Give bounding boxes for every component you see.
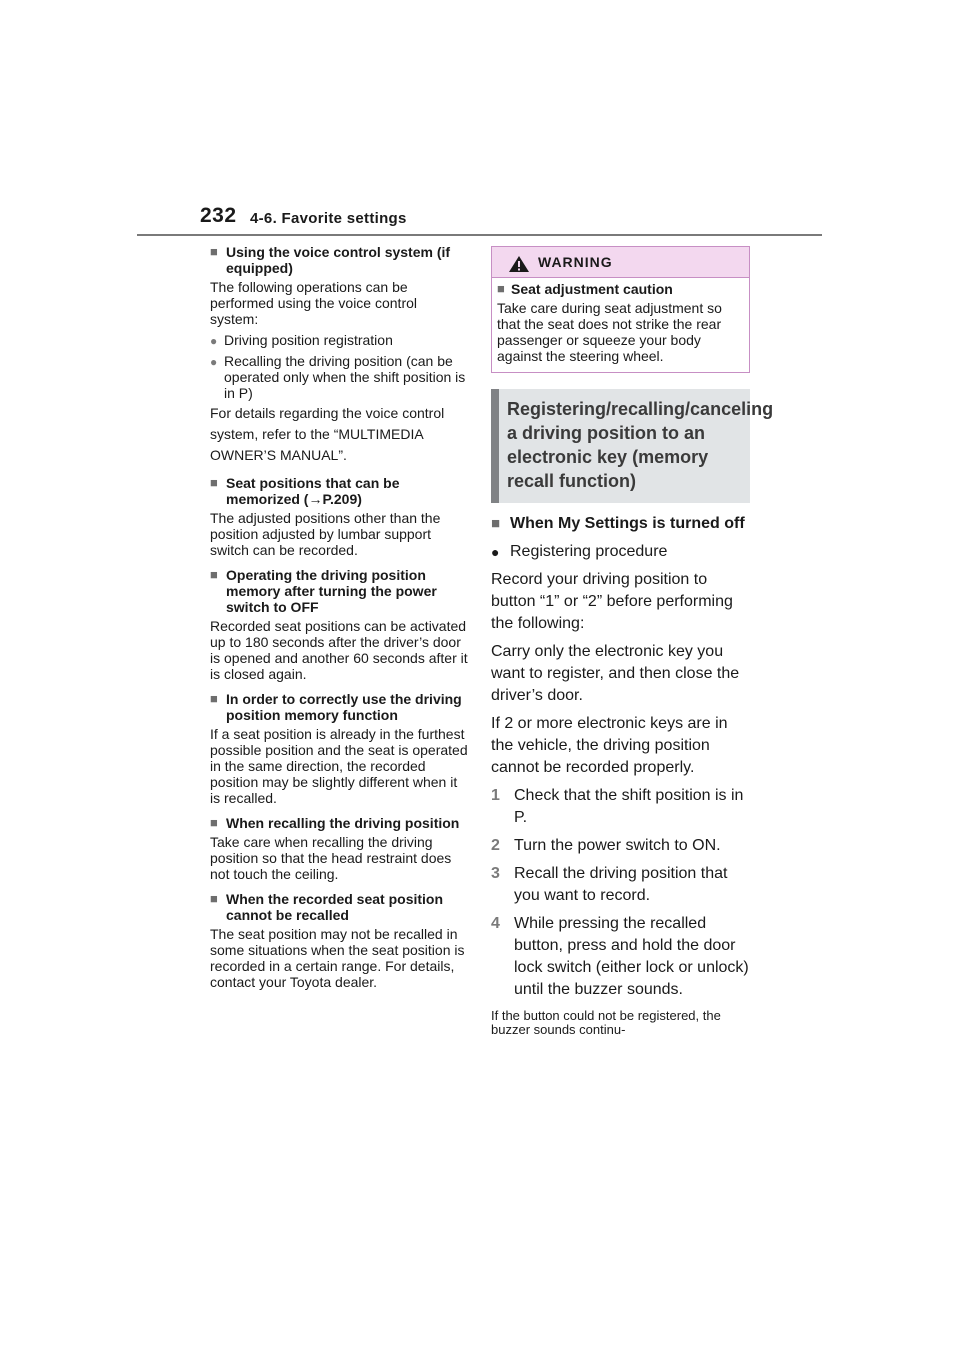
bullet-item: ● Registering procedure (491, 541, 750, 563)
warning-body (492, 278, 749, 372)
section-title: 4-6. Favorite settings (250, 210, 407, 227)
square-bullet-icon: ■ (497, 281, 505, 296)
subheading-seat-positions: ■ Seat positions that can be memorized (→P.209) (210, 475, 400, 507)
square-bullet-icon: ■ (210, 691, 218, 706)
subheading-correct-use: ■ In order to correctly use the driving position memory function (210, 691, 462, 723)
warning-header (492, 247, 749, 278)
step-text: Recall the driving position that you want to record. (514, 865, 728, 904)
paragraph: The seat position may not be recalled in some situations when the seat position is recorded in a certain range. For details, contact your Toyota dealer. (210, 926, 465, 990)
topic-title-box: Registering/recalling/canceling a driving position to an electronic key (memory recall function) (491, 389, 750, 503)
round-bullet-icon: ● (210, 355, 218, 369)
step-text: Check that the shift position is in P. (514, 787, 744, 826)
square-bullet-icon: ■ (491, 515, 501, 532)
paragraph: If a seat position is already in the furthest possible position and the seat is operated in the same direction, the recorded position may be slightly different when it is recalled. (210, 726, 468, 806)
step-text: While pressing the recalled button, press and hold the door lock switch (either lock or unlock) until the buzzer sounds. (514, 915, 749, 998)
round-bullet-icon: ● (210, 334, 218, 348)
step-number: 4 (491, 915, 500, 932)
left-column (210, 244, 468, 990)
square-bullet-icon: ■ (210, 891, 218, 906)
step-text: Turn the power switch to ON. (514, 837, 721, 854)
paragraph: Take care when recalling the driving position so that the head restraint does not touch the ceiling. (210, 834, 452, 882)
paragraph: The adjusted positions other than the position adjusted by lumbar support switch can be recorded. (210, 510, 441, 558)
page-number: 232 (200, 204, 237, 227)
note-text: If the button could not be registered, the buzzer sounds continu- (491, 1008, 721, 1037)
step-item (491, 863, 750, 907)
header-divider (137, 234, 822, 236)
bullet-item: ● Recalling the driving position (can be operated only when the shift position is in P) (210, 353, 466, 401)
subheading-memory-after-off: ■ Operating the driving position memory after turning the power switch to OFF (210, 567, 437, 615)
square-bullet-icon: ■ (210, 567, 218, 582)
page-header (200, 202, 820, 236)
warning-triangle-icon (508, 255, 530, 273)
subheading-voice-control: ■ Using the voice control system (if equipped) (210, 244, 451, 276)
square-bullet-icon: ■ (210, 475, 218, 490)
paragraph: The following operations can be performed using the voice control system: (210, 279, 417, 327)
square-bullet-icon: ■ (210, 244, 218, 259)
warning-label: WARNING (538, 254, 613, 270)
step-number: 3 (491, 865, 500, 882)
warning-box (491, 246, 750, 373)
round-bullet-icon: ● (491, 544, 500, 560)
warning-text: Take care during seat adjustment so that the seat does not strike the rear passenger or squeeze your body against the steering wheel. (497, 300, 722, 364)
paragraph: Record your driving position to button “1” or “2” before performing the following: (491, 571, 733, 632)
paragraph: Recorded seat positions can be activated up to 180 seconds after the driver’s door is opened and another 60 seconds after it is closed again. (210, 618, 468, 682)
warning-heading: ■ Seat adjustment caution (497, 281, 673, 297)
paragraph: For details regarding the voice control system, refer to the “MULTIMEDIA OWNER’S MANUAL”. (210, 405, 445, 463)
step-number: 1 (491, 787, 500, 804)
square-bullet-icon: ■ (210, 815, 218, 830)
bullet-item: ● Driving position registration (210, 332, 393, 348)
right-column (491, 246, 774, 1037)
step-item (491, 785, 750, 829)
paragraph: Carry only the electronic key you want to register, and then close the driver’s door. (491, 643, 740, 704)
step-number: 2 (491, 837, 500, 854)
subheading-my-settings-off: ■ When My Settings is turned off (491, 513, 750, 535)
paragraph: If 2 or more electronic keys are in the vehicle, the driving position cannot be recorded properly. (491, 715, 728, 776)
subheading-cannot-recall: ■ When the recorded seat position cannot be recalled (210, 891, 444, 923)
step-item (491, 913, 750, 1001)
step-item (491, 835, 750, 857)
subheading-recalling: ■ When recalling the driving position (210, 815, 460, 831)
